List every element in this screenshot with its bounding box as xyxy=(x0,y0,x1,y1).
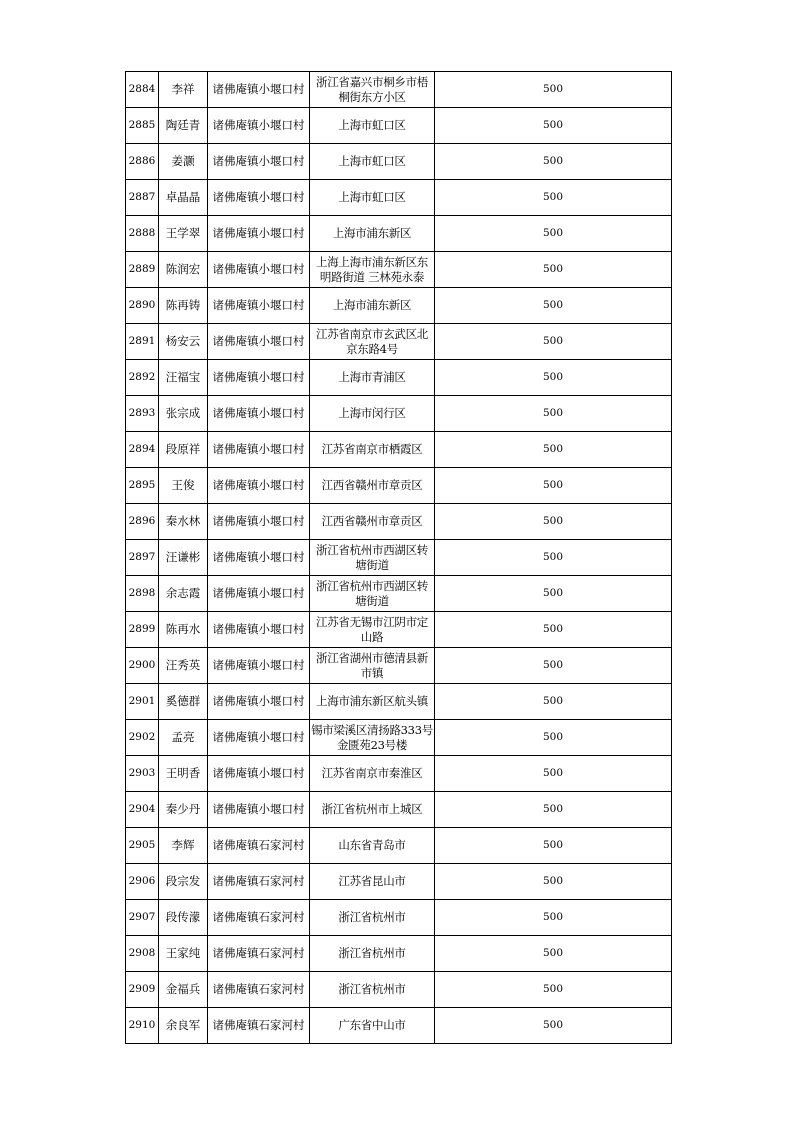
subsidy-list-table xyxy=(125,71,672,1044)
name-cell: 段传濛 xyxy=(159,900,208,936)
amount-cell: 500 xyxy=(435,900,672,936)
address-cell xyxy=(310,144,435,180)
table-row xyxy=(126,684,672,720)
address-text: 浙江省杭州市 xyxy=(338,946,406,960)
name-cell: 李祥 xyxy=(159,72,208,108)
row-number-cell: 2888 xyxy=(126,216,159,252)
village-cell: 诸佛庵镇小堰口村 xyxy=(208,324,310,360)
village-cell: 诸佛庵镇小堰口村 xyxy=(208,216,310,252)
address-text: 上海市闵行区 xyxy=(338,406,406,420)
table-row xyxy=(126,936,672,972)
name-cell: 杨安云 xyxy=(159,324,208,360)
village-cell: 诸佛庵镇小堰口村 xyxy=(208,756,310,792)
name-cell: 陈再铸 xyxy=(159,288,208,324)
amount-cell: 500 xyxy=(435,288,672,324)
village-cell: 诸佛庵镇小堰口村 xyxy=(208,540,310,576)
address-cell xyxy=(310,108,435,144)
address-text: 江苏省南京市栖霞区 xyxy=(321,442,423,456)
village-cell: 诸佛庵镇石家河村 xyxy=(208,972,310,1008)
village-cell: 诸佛庵镇小堰口村 xyxy=(208,612,310,648)
village-cell: 诸佛庵镇小堰口村 xyxy=(208,720,310,756)
name-cell: 汪福宝 xyxy=(159,360,208,396)
address-cell xyxy=(310,612,435,648)
amount-cell: 500 xyxy=(435,972,672,1008)
address-text: 山东省青岛市 xyxy=(338,838,406,852)
amount-cell: 500 xyxy=(435,576,672,612)
village-cell: 诸佛庵镇小堰口村 xyxy=(208,684,310,720)
address-text: 浙江省湖州市德清县新市镇 xyxy=(316,650,428,680)
address-text: 锡市梁溪区清扬路333号金匮苑23号楼 xyxy=(311,722,433,752)
table-row xyxy=(126,504,672,540)
table-row xyxy=(126,756,672,792)
table-row xyxy=(126,468,672,504)
row-number-cell: 2901 xyxy=(126,684,159,720)
amount-cell: 500 xyxy=(435,72,672,108)
amount-cell: 500 xyxy=(435,468,672,504)
amount-cell: 500 xyxy=(435,648,672,684)
amount-cell: 500 xyxy=(435,792,672,828)
address-cell xyxy=(310,1008,435,1044)
village-cell: 诸佛庵镇石家河村 xyxy=(208,1008,310,1044)
village-cell: 诸佛庵镇小堰口村 xyxy=(208,288,310,324)
address-text: 浙江省杭州市西湖区转塘街道 xyxy=(316,542,428,572)
village-cell: 诸佛庵镇石家河村 xyxy=(208,828,310,864)
address-text: 上海市浦东新区 xyxy=(332,298,412,312)
name-cell: 李辉 xyxy=(159,828,208,864)
village-cell: 诸佛庵镇小堰口村 xyxy=(208,396,310,432)
address-text: 上海市浦东新区航头镇 xyxy=(316,694,428,708)
village-cell: 诸佛庵镇小堰口村 xyxy=(208,360,310,396)
data-table-container xyxy=(125,71,671,1044)
address-cell xyxy=(310,828,435,864)
row-number-cell: 2887 xyxy=(126,180,159,216)
village-cell: 诸佛庵镇小堰口村 xyxy=(208,792,310,828)
name-cell: 姜灏 xyxy=(159,144,208,180)
table-row xyxy=(126,144,672,180)
row-number-cell: 2897 xyxy=(126,540,159,576)
address-text: 江西省赣州市章贡区 xyxy=(321,514,423,528)
row-number-cell: 2889 xyxy=(126,252,159,288)
address-cell xyxy=(310,864,435,900)
row-number-cell: 2885 xyxy=(126,108,159,144)
name-cell: 卓晶晶 xyxy=(159,180,208,216)
amount-cell: 500 xyxy=(435,1008,672,1044)
amount-cell: 500 xyxy=(435,144,672,180)
address-cell xyxy=(310,396,435,432)
address-text: 上海市虹口区 xyxy=(338,118,406,132)
address-text: 浙江省嘉兴市桐乡市梧桐街东方小区 xyxy=(316,74,428,104)
table-row xyxy=(126,828,672,864)
amount-cell: 500 xyxy=(435,396,672,432)
table-row xyxy=(126,180,672,216)
table-row xyxy=(126,900,672,936)
name-cell: 余良军 xyxy=(159,1008,208,1044)
address-cell xyxy=(310,468,435,504)
address-cell xyxy=(310,648,435,684)
address-cell xyxy=(310,972,435,1008)
name-cell: 段宗发 xyxy=(159,864,208,900)
name-cell: 王明香 xyxy=(159,756,208,792)
address-cell xyxy=(310,288,435,324)
row-number-cell: 2884 xyxy=(126,72,159,108)
village-cell: 诸佛庵镇小堰口村 xyxy=(208,576,310,612)
address-text: 广东省中山市 xyxy=(338,1018,406,1032)
village-cell: 诸佛庵镇小堰口村 xyxy=(208,108,310,144)
address-text: 浙江省杭州市 xyxy=(338,982,406,996)
village-cell: 诸佛庵镇小堰口村 xyxy=(208,648,310,684)
row-number-cell: 2886 xyxy=(126,144,159,180)
table-row xyxy=(126,612,672,648)
village-cell: 诸佛庵镇小堰口村 xyxy=(208,432,310,468)
table-row xyxy=(126,972,672,1008)
address-text: 浙江省杭州市西湖区转塘街道 xyxy=(316,578,428,608)
row-number-cell: 2905 xyxy=(126,828,159,864)
village-cell: 诸佛庵镇小堰口村 xyxy=(208,252,310,288)
table-row xyxy=(126,540,672,576)
address-text: 上海市虹口区 xyxy=(338,190,406,204)
name-cell: 王俊 xyxy=(159,468,208,504)
amount-cell: 500 xyxy=(435,360,672,396)
amount-cell: 500 xyxy=(435,720,672,756)
village-cell: 诸佛庵镇小堰口村 xyxy=(208,72,310,108)
row-number-cell: 2893 xyxy=(126,396,159,432)
name-cell: 奚德群 xyxy=(159,684,208,720)
row-number-cell: 2898 xyxy=(126,576,159,612)
amount-cell: 500 xyxy=(435,540,672,576)
address-cell xyxy=(310,792,435,828)
name-cell: 汪谦彬 xyxy=(159,540,208,576)
row-number-cell: 2902 xyxy=(126,720,159,756)
row-number-cell: 2900 xyxy=(126,648,159,684)
amount-cell: 500 xyxy=(435,936,672,972)
address-cell xyxy=(310,576,435,612)
amount-cell: 500 xyxy=(435,432,672,468)
amount-cell: 500 xyxy=(435,612,672,648)
village-cell: 诸佛庵镇小堰口村 xyxy=(208,180,310,216)
address-text: 江苏省南京市玄武区北京东路4号 xyxy=(316,326,428,356)
address-cell xyxy=(310,180,435,216)
table-row xyxy=(126,288,672,324)
row-number-cell: 2909 xyxy=(126,972,159,1008)
table-row xyxy=(126,648,672,684)
village-cell: 诸佛庵镇小堰口村 xyxy=(208,144,310,180)
row-number-cell: 2895 xyxy=(126,468,159,504)
address-cell xyxy=(310,900,435,936)
row-number-cell: 2907 xyxy=(126,900,159,936)
amount-cell: 500 xyxy=(435,756,672,792)
amount-cell: 500 xyxy=(435,252,672,288)
table-row xyxy=(126,396,672,432)
row-number-cell: 2903 xyxy=(126,756,159,792)
table-row xyxy=(126,252,672,288)
address-text: 江苏省无锡市江阴市定山路 xyxy=(316,614,428,644)
address-cell xyxy=(310,324,435,360)
address-text: 浙江省杭州市上城区 xyxy=(321,802,423,816)
table-row xyxy=(126,324,672,360)
row-number-cell: 2894 xyxy=(126,432,159,468)
name-cell: 汪秀英 xyxy=(159,648,208,684)
address-text: 江西省赣州市章贡区 xyxy=(321,478,423,492)
name-cell: 陈再水 xyxy=(159,612,208,648)
table-row xyxy=(126,864,672,900)
village-cell: 诸佛庵镇石家河村 xyxy=(208,864,310,900)
address-text: 江苏省昆山市 xyxy=(338,874,406,888)
address-cell xyxy=(310,432,435,468)
row-number-cell: 2891 xyxy=(126,324,159,360)
village-cell: 诸佛庵镇石家河村 xyxy=(208,936,310,972)
address-cell xyxy=(310,756,435,792)
row-number-cell: 2890 xyxy=(126,288,159,324)
name-cell: 孟亮 xyxy=(159,720,208,756)
table-row xyxy=(126,108,672,144)
address-cell xyxy=(310,216,435,252)
address-cell xyxy=(310,684,435,720)
address-text: 上海市青浦区 xyxy=(338,370,406,384)
amount-cell: 500 xyxy=(435,108,672,144)
row-number-cell: 2896 xyxy=(126,504,159,540)
address-text: 上海市浦东新区 xyxy=(332,226,412,240)
name-cell: 金福兵 xyxy=(159,972,208,1008)
table-row xyxy=(126,432,672,468)
amount-cell: 500 xyxy=(435,684,672,720)
address-cell xyxy=(310,540,435,576)
village-cell: 诸佛庵镇小堰口村 xyxy=(208,504,310,540)
address-text: 江苏省南京市秦淮区 xyxy=(321,766,423,780)
row-number-cell: 2906 xyxy=(126,864,159,900)
row-number-cell: 2899 xyxy=(126,612,159,648)
address-cell xyxy=(310,936,435,972)
address-cell xyxy=(310,360,435,396)
amount-cell: 500 xyxy=(435,864,672,900)
row-number-cell: 2908 xyxy=(126,936,159,972)
table-row xyxy=(126,360,672,396)
name-cell: 陶廷青 xyxy=(159,108,208,144)
village-cell: 诸佛庵镇小堰口村 xyxy=(208,468,310,504)
name-cell: 王学翠 xyxy=(159,216,208,252)
name-cell: 张宗成 xyxy=(159,396,208,432)
name-cell: 陈润宏 xyxy=(159,252,208,288)
table-row xyxy=(126,1008,672,1044)
address-cell xyxy=(310,720,435,756)
table-row xyxy=(126,792,672,828)
address-text: 浙江省杭州市 xyxy=(338,910,406,924)
address-cell xyxy=(310,504,435,540)
amount-cell: 500 xyxy=(435,216,672,252)
name-cell: 秦少丹 xyxy=(159,792,208,828)
table-row xyxy=(126,576,672,612)
name-cell: 段原祥 xyxy=(159,432,208,468)
table-body xyxy=(126,72,672,1044)
table-row xyxy=(126,216,672,252)
row-number-cell: 2910 xyxy=(126,1008,159,1044)
village-cell: 诸佛庵镇石家河村 xyxy=(208,900,310,936)
address-cell xyxy=(310,72,435,108)
name-cell: 王家纯 xyxy=(159,936,208,972)
amount-cell: 500 xyxy=(435,828,672,864)
amount-cell: 500 xyxy=(435,324,672,360)
name-cell: 余志霞 xyxy=(159,576,208,612)
address-cell xyxy=(310,252,435,288)
amount-cell: 500 xyxy=(435,180,672,216)
row-number-cell: 2904 xyxy=(126,792,159,828)
table-row xyxy=(126,72,672,108)
address-text: 上海市虹口区 xyxy=(338,154,406,168)
address-text: 上海上海市浦东新区东明路街道 三林苑永泰 xyxy=(316,254,428,284)
amount-cell: 500 xyxy=(435,504,672,540)
name-cell: 秦水林 xyxy=(159,504,208,540)
row-number-cell: 2892 xyxy=(126,360,159,396)
table-row xyxy=(126,720,672,756)
